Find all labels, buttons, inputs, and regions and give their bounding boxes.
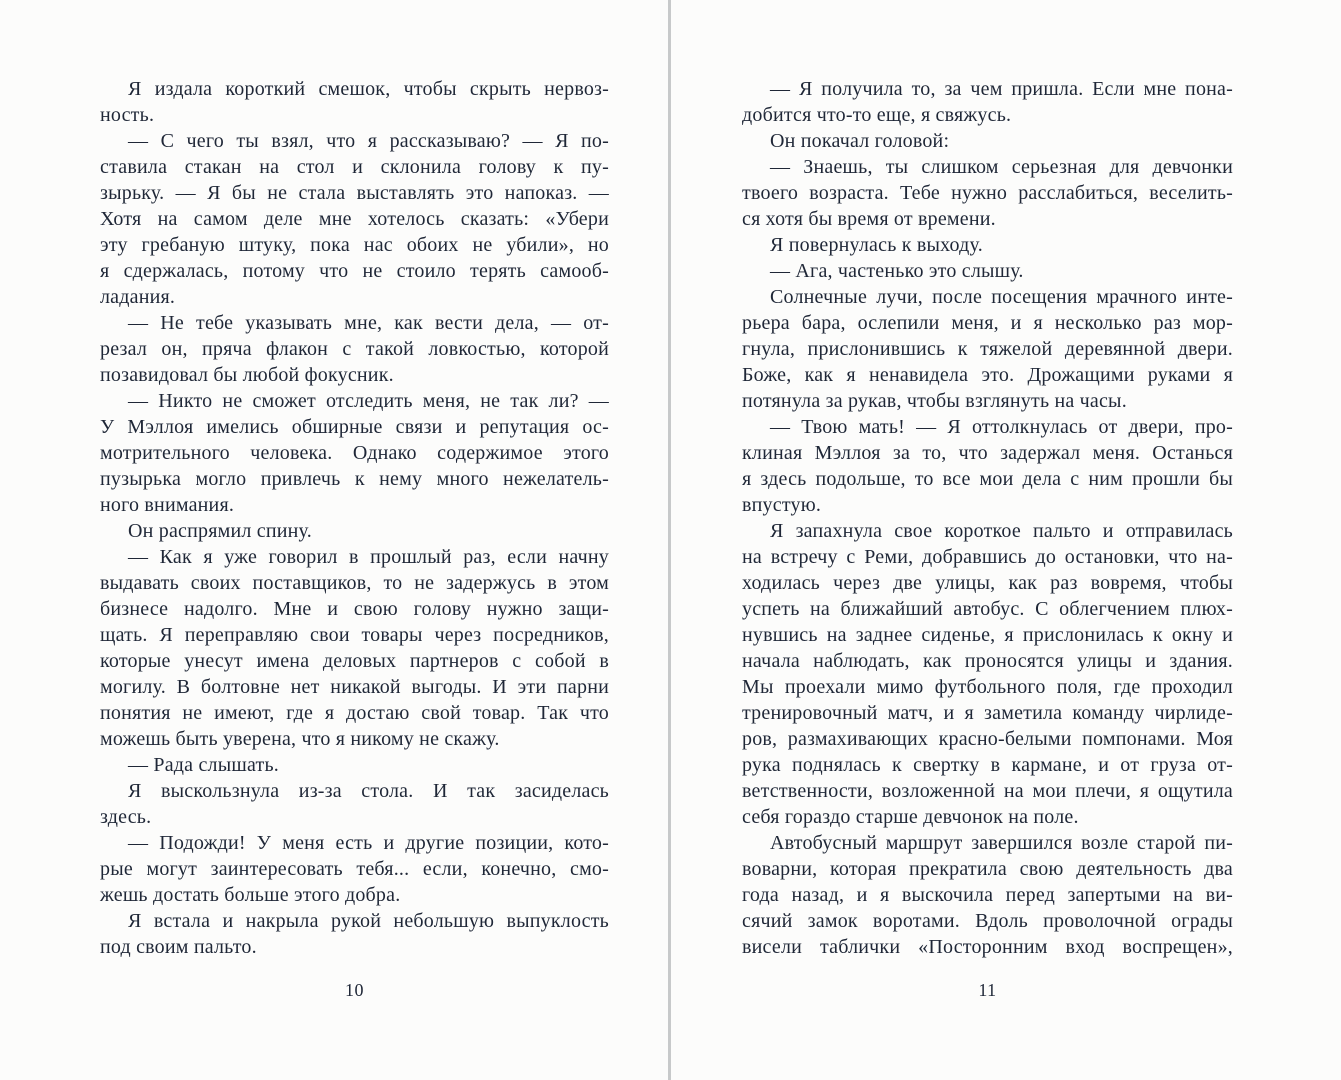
text-line: ность. (100, 104, 155, 126)
text-line: добится что-то еще, я свяжусь. (742, 104, 1012, 126)
text-line: Солнечные лучи, после посещения мрачного инте- (770, 286, 1233, 308)
text-line: которые унесут имена деловых партнеров с собой в (100, 650, 609, 672)
text-line: — Подожди! У меня есть и другие позиции, кото- (128, 832, 609, 854)
text-line: — Не тебе указывать мне, как вести дела, — от- (128, 312, 609, 334)
text-line: под своим пальто. (100, 936, 257, 958)
page-right (671, 0, 1341, 1080)
text-line: твоего возраста. Тебе нужно расслабиться, веселить- (742, 182, 1233, 204)
text-line: ся хотя бы время от времени. (742, 208, 996, 230)
text-line: Автобусный маршрут завершился возле старой пи- (770, 832, 1233, 854)
text-line: Я встала и накрыла рукой небольшую выпуклость (128, 910, 609, 932)
text-line: себя гораздо старше девчонок на поле. (742, 806, 1079, 828)
text-line: Мы проехали мимо футбольного поля, где проходил (742, 676, 1233, 698)
text-line: резал он, пряча флакон с такой ловкостью, которой (100, 338, 609, 360)
text-line: сячий замок воротами. Вдоль проволочной ограды (742, 910, 1233, 932)
text-line: жешь достать больше этого добра. (100, 884, 401, 906)
text-line: можешь быть уверена, что я никому не скажу. (100, 728, 500, 750)
text-line: успеть на ближайший автобус. С облегчением плюх- (742, 598, 1233, 620)
text-line: — С чего ты взял, что я рассказываю? — Я по- (128, 130, 609, 152)
text-line: я здесь подольше, то все мои дела с ним прошли бы (742, 468, 1233, 490)
text-line: — Я получила то, за чем пришла. Если мне пона- (770, 78, 1233, 100)
text-line: ров, размахивающих красно-белыми помпонами. Моя (742, 728, 1233, 750)
text-line: нувшись на заднее сиденье, я прислонилась к окну и (742, 624, 1233, 646)
text-line: ного внимания. (100, 494, 235, 516)
page-left-number: 10 (345, 980, 364, 1000)
text-line: Хотя на самом деле мне хотелось сказать: «Убери (100, 208, 609, 230)
text-line: Боже, как я ненавидела это. Дрожащими руками я (742, 364, 1233, 386)
text-line: я сдержалась, потому что не стоило терять самооб- (100, 260, 609, 282)
text-line: щать. Я переправляю свои товары через посредников, (100, 624, 609, 646)
text-line: начала наблюдать, как проносятся улицы и здания. (742, 650, 1233, 672)
text-line: пузырька могло привлечь к нему много нежелатель- (100, 468, 609, 490)
text-line: здесь. (100, 806, 152, 828)
text-line: висели таблички «Посторонним вход воспрещен», (742, 936, 1233, 958)
text-line: Я издала короткий смешок, чтобы скрыть нервоз- (128, 78, 609, 100)
page-right-number: 11 (978, 980, 997, 1000)
text-line: рьера бара, ослепили меня, и я несколько раз мор- (742, 312, 1233, 334)
text-line: — Как я уже говорил в прошлый раз, если начну (128, 546, 609, 568)
text-line: впустую. (742, 494, 822, 516)
text-line: рые могут заинтересовать тебя... если, конечно, смо- (100, 858, 609, 880)
text-line: — Твою мать! — Я оттолкнулась от двери, про- (770, 416, 1233, 438)
text-line: — Знаешь, ты слишком серьезная для девчонки (770, 156, 1233, 178)
text-line: позавидовал бы любой фокусник. (100, 364, 394, 386)
text-line: — Ага, частенько это слышу. (770, 260, 1024, 282)
text-line: Я выскользнула из-за стола. И так засиделась (128, 780, 609, 802)
text-line: ставила стакан на стол и склонила голову к пу- (100, 156, 609, 178)
text-line: — Никто не сможет отследить меня, не так ли? — (128, 390, 609, 412)
text-line: года назад, и я выскочила перед запертыми на ви- (742, 884, 1233, 906)
text-line: воварни, которая прекратила свою деятельность два (742, 858, 1233, 880)
text-line: ходилась через две улицы, как раз вовремя, чтобы (742, 572, 1233, 594)
text-line: Он покачал головой: (770, 130, 950, 152)
page-left (0, 0, 668, 1080)
text-line: на встречу с Реми, добравшись до остановки, что на- (742, 546, 1233, 568)
text-line: Я запахнула свое короткое пальто и отправилась (770, 520, 1233, 542)
text-line: рука поднялась к свертку в кармане, и от груза от- (742, 754, 1233, 776)
text-line: потянула за рукав, чтобы взглянуть на часы. (742, 390, 1127, 412)
page-left-text (100, 76, 609, 960)
text-line: Я повернулась к выходу. (770, 234, 983, 256)
text-line: мотрительного человека. Однако содержимое этого (100, 442, 609, 464)
text-line: понятия не имеют, где я достаю свой товар. Так что (100, 702, 609, 724)
text-line: Он распрямил спину. (128, 520, 312, 542)
text-line: выдавать своих поставщиков, то не задержусь в этом (100, 572, 609, 594)
text-line: У Мэллоя имелись обширные связи и репутация ос- (100, 416, 609, 438)
text-line: эту гребаную штуку, пока нас обоих не убили», но (100, 234, 609, 256)
text-line: могилу. В болтовне нет никакой выгоды. И эти парни (100, 676, 609, 698)
text-line: ладания. (100, 286, 176, 308)
text-line: бизнесе надолго. Мне и свою голову нужно защи- (100, 598, 609, 620)
text-line: — Рада слышать. (128, 754, 279, 776)
text-line: зырьку. — Я бы не стала выставлять это напоказ. — (100, 182, 609, 204)
text-line: ветственности, возложенной на мои плечи, я ощутила (742, 780, 1233, 802)
text-line: тренировочный матч, и я заметила команду чирлиде- (742, 702, 1233, 724)
page-right-text (742, 76, 1233, 960)
text-line: гнула, прислонившись к тяжелой деревянной двери. (742, 338, 1233, 360)
text-line: клиная Мэллоя за то, что задержал меня. Останься (742, 442, 1233, 464)
